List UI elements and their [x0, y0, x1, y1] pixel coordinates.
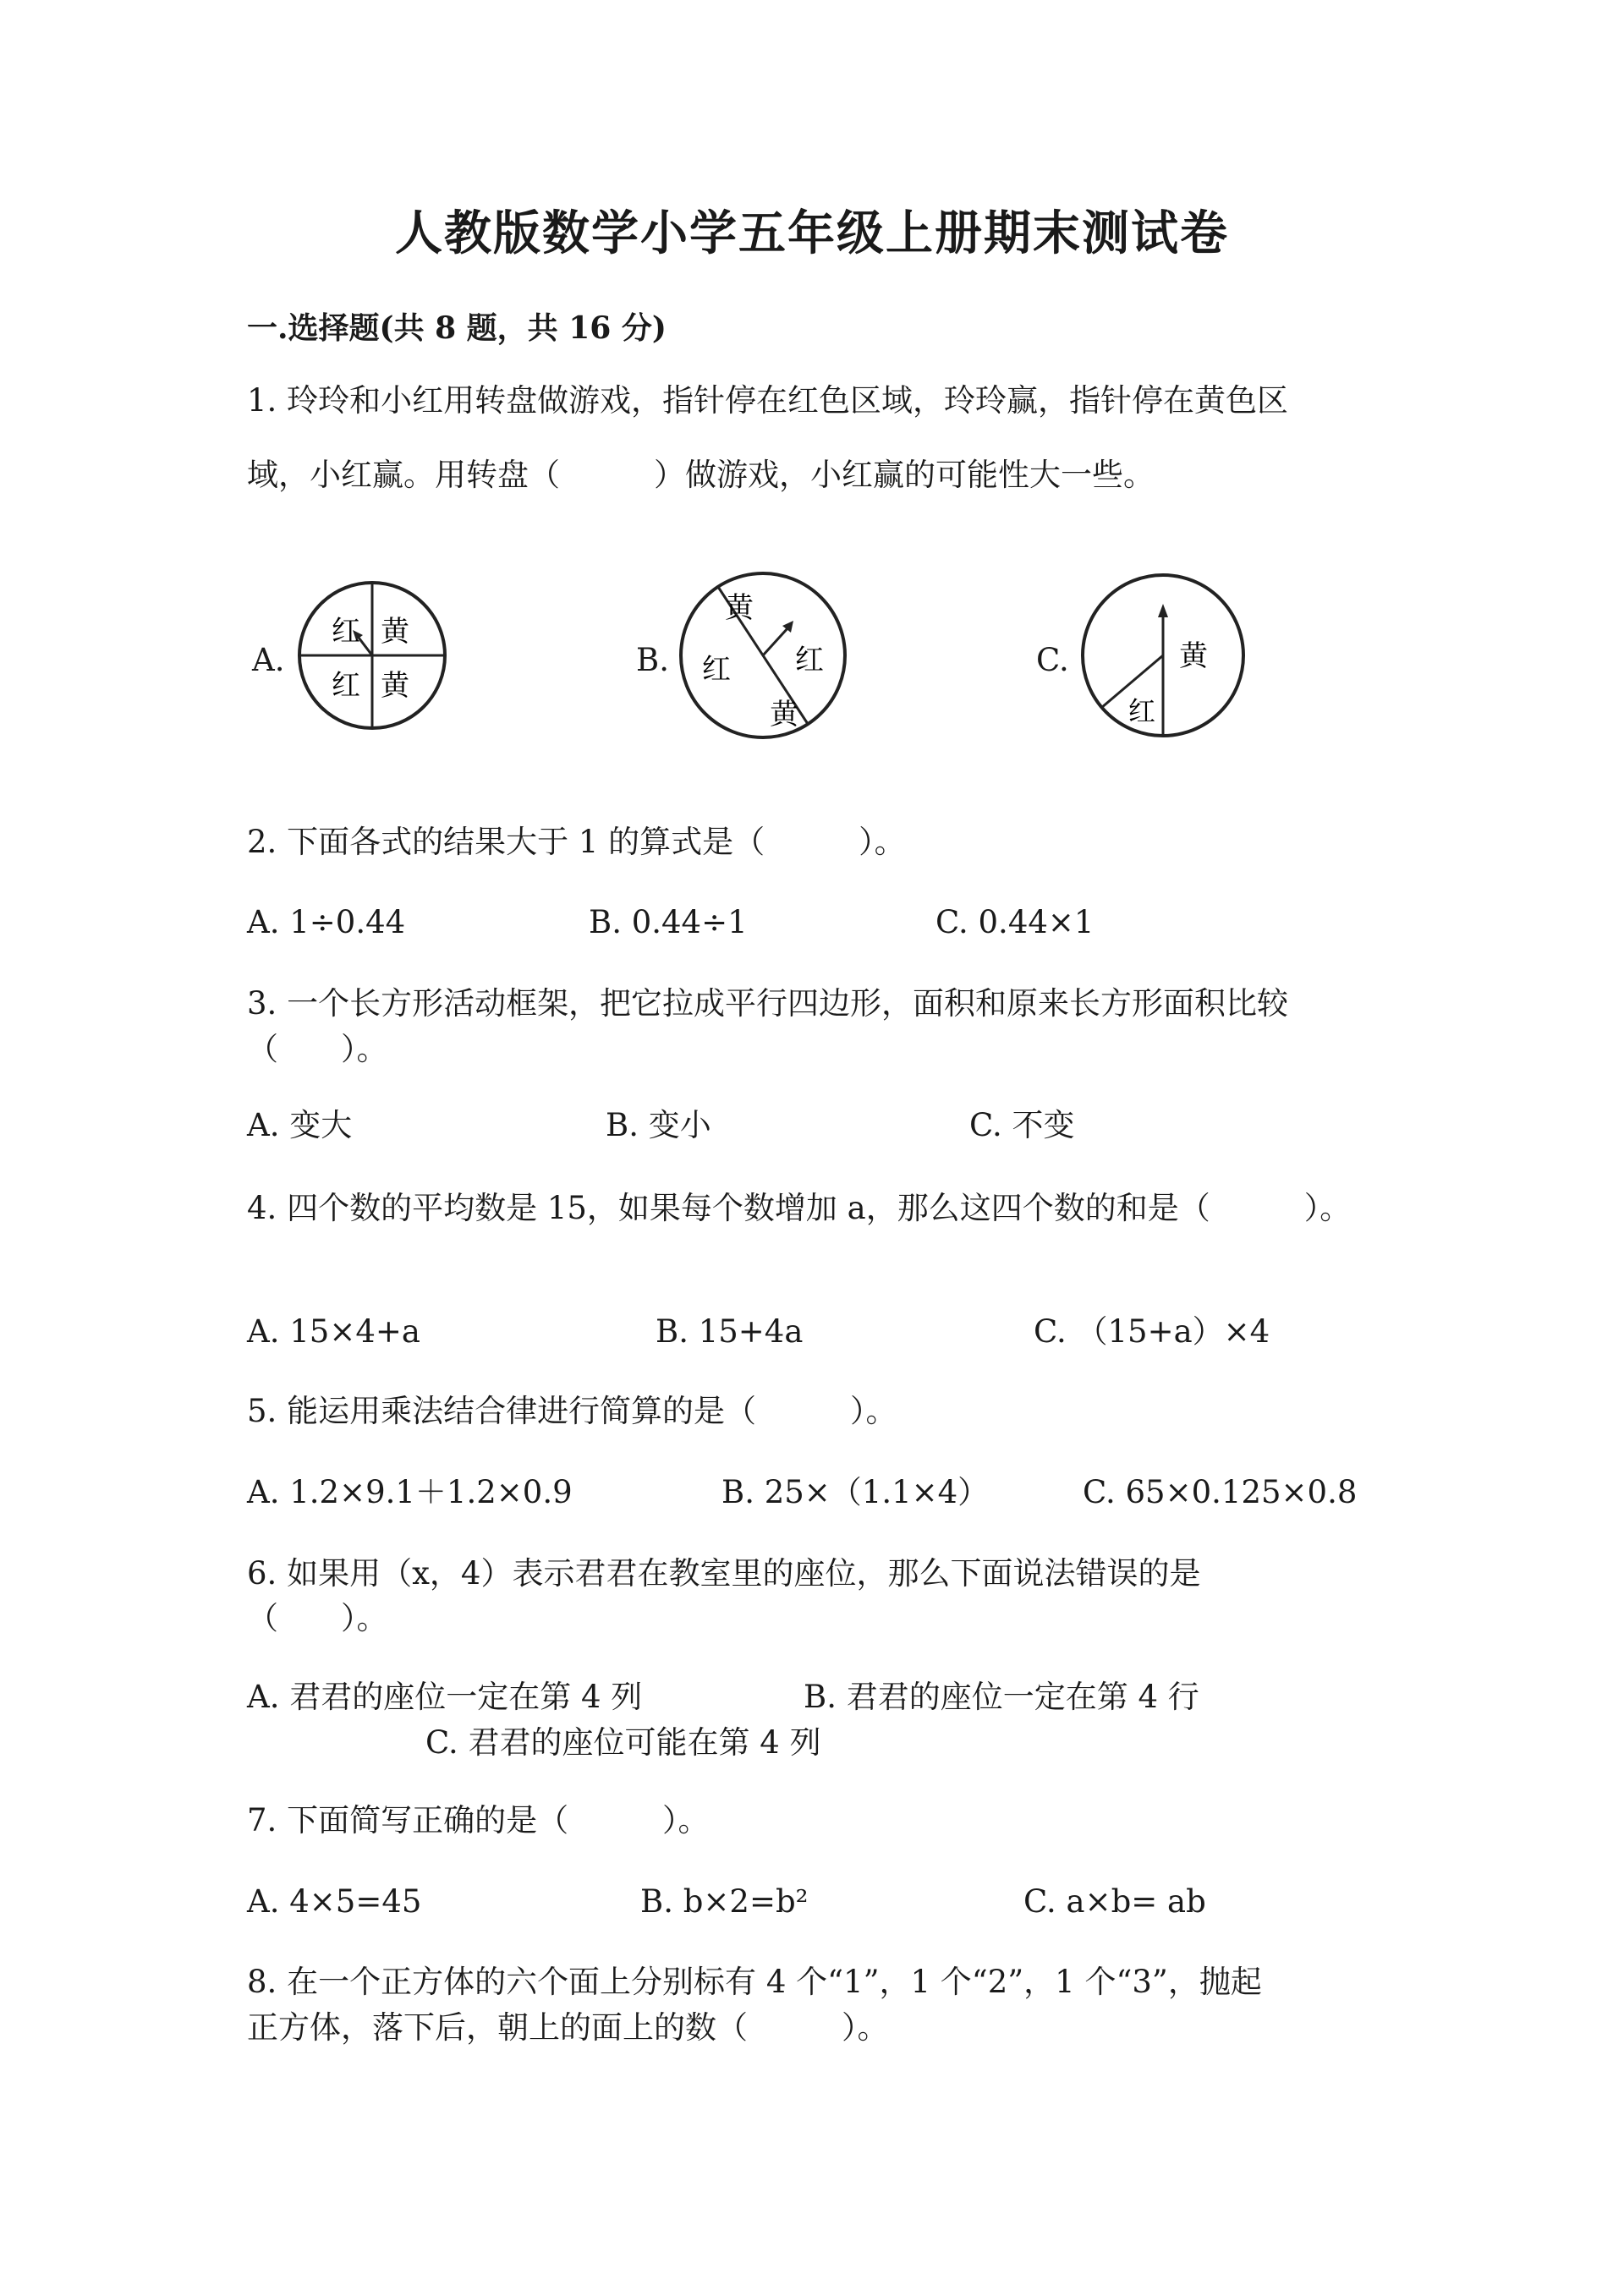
question-5-line-1: 5. 能运用乘法结合律进行简算的是（ ）。	[247, 1393, 897, 1429]
question-6-line-2: （ ）。	[247, 1600, 388, 1636]
spinner-b-sector-1: 黄	[725, 591, 754, 625]
question-3-line-1: 3. 一个长方形活动框架，把它拉成平行四边形，面积和原来长方形面积比较	[247, 985, 1289, 1022]
spinner-c-pointer-head	[1158, 604, 1168, 617]
question-7-option-a: A. 4×5=45	[247, 1883, 422, 1920]
question-5-option-c: C. 65×0.125×0.8	[1083, 1474, 1358, 1510]
spinner-b-pointer	[763, 627, 788, 655]
question-2-option-b: B. 0.44÷1	[589, 904, 748, 940]
question-2-option-c: C. 0.44×1	[935, 904, 1095, 940]
spinner-a-sector-3: 红	[332, 669, 360, 703]
spinner-b-sector-3: 红	[795, 644, 824, 677]
question-8-line-1: 8. 在一个正方体的六个面上分别标有 4 个“1”，1 个“2”，1 个“3”，抛起	[247, 1964, 1262, 2000]
question-6-line-1: 6. 如果用（x，4）表示君君在教室里的座位，那么下面说法错误的是	[247, 1555, 1201, 1592]
question-2-line-1: 2. 下面各式的结果大于 1 的算式是（ ）。	[247, 824, 906, 860]
question-1-line-2: 域，小红赢。用转盘（ ）做游戏，小红赢的可能性大一些。	[247, 457, 1155, 493]
spinner-a-sector-4: 黄	[381, 669, 409, 703]
question-7-line-1: 7. 下面简写正确的是（ ）。	[247, 1802, 710, 1838]
question-6-option-b: B. 君君的座位一定在第 4 行	[804, 1679, 1199, 1715]
question-5-option-b: B. 25×（1.1×4）	[721, 1474, 990, 1510]
question-3-option-a: A. 变大	[247, 1107, 353, 1143]
question-7-option-c: C. a×b= ab	[1023, 1883, 1206, 1920]
spinner-a-sector-1: 红	[332, 615, 360, 649]
question-4-option-b: B. 15+4a	[656, 1313, 804, 1350]
spinner-c-label: C.	[1036, 642, 1069, 678]
spinner-c	[1076, 568, 1250, 743]
spinner-a-sector-2: 黄	[381, 615, 409, 649]
question-8-line-2: 正方体，落下后，朝上的面上的数（ ）。	[247, 2009, 889, 2046]
page-title: 人教版数学小学五年级上册期末测试卷	[395, 205, 1229, 261]
question-3-option-c: C. 不变	[969, 1107, 1075, 1143]
question-7-option-b: B. b×2=b²	[640, 1883, 809, 1920]
question-4-line-1: 4. 四个数的平均数是 15，如果每个数增加 a，那么这四个数的和是（ ）。	[247, 1190, 1352, 1226]
spinner-b	[674, 567, 852, 744]
spinner-b-sector-2: 红	[702, 653, 731, 687]
spinner-b-sector-4: 黄	[770, 698, 798, 732]
spinner-c-sector-2: 红	[1128, 695, 1156, 727]
question-3-option-b: B. 变小	[606, 1107, 711, 1143]
question-5-option-a: A. 1.2×9.1＋1.2×0.9	[247, 1474, 573, 1510]
question-3-line-2: （ ）。	[247, 1031, 388, 1067]
question-4-option-a: A. 15×4+a	[247, 1313, 420, 1350]
spinner-b-label: B.	[636, 642, 669, 678]
question-2-option-a: A. 1÷0.44	[247, 904, 406, 940]
question-6-option-c: C. 君君的座位可能在第 4 列	[425, 1724, 821, 1761]
spinner-a-label: A.	[252, 642, 285, 678]
spinner-a	[292, 575, 453, 736]
section-heading: 一.选择题(共 8 题，共 16 分)	[247, 310, 667, 346]
question-4-option-c: C. （15+a）×4	[1034, 1313, 1270, 1350]
spinner-c-sector-1: 黄	[1179, 639, 1208, 673]
question-6-option-a: A. 君君的座位一定在第 4 列	[247, 1679, 643, 1715]
question-1-line-1: 1. 玲玲和小红用转盘做游戏，指针停在红色区域，玲玲赢，指针停在黄色区	[247, 382, 1289, 419]
